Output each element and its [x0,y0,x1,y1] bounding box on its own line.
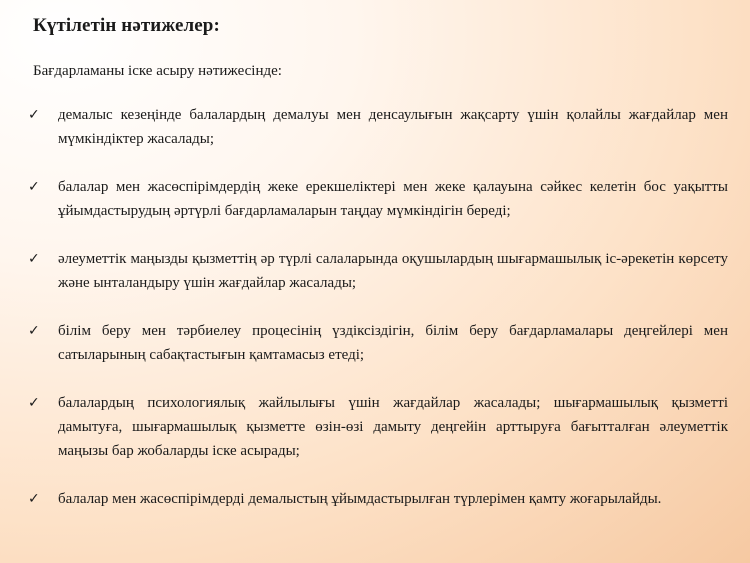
list-item-text: білім беру мен тәрбиелеу процесінің үздіксіздігін, білім беру бағдарламалары деңгейлері мен сатыларының сабақтастығын қамтамасыз етеді; [58,323,728,363]
check-mark-icon: ✓ [28,491,40,507]
check-mark-icon: ✓ [28,395,40,411]
list-item [28,175,728,223]
list-item [28,319,728,367]
check-mark-icon: ✓ [28,107,40,123]
list-item [28,487,728,511]
list-item-text: демалыс кезеңінде балалардың демалуы мен денсаулығын жақсарту үшін қолайлы жағдайлар мен мүмкіндіктер жасалады; [58,107,728,147]
intro-text: Бағдарламаны іске асыру нәтижесінде: [33,63,282,79]
check-mark-icon: ✓ [28,323,40,339]
slide-title: Күтілетін нәтижелер: [33,15,220,36]
list-item-text: әлеуметтік маңызды қызметтің әр түрлі салаларында оқушылардың шығармашылық іс-әрекетін көрсету және ынталандыру үшін жағдайлар жасалады; [58,251,728,291]
results-list [28,103,728,535]
list-item-text: балалар мен жасөспірімдердің жеке ерекшеліктері мен жеке қалауына сәйкес келетін бос уақытты ұйымдастырудың әртүрлі бағдарламаларын таңдау мүмкіндігін береді; [58,179,728,219]
list-item [28,247,728,295]
list-item [28,391,728,463]
check-mark-icon: ✓ [28,251,40,267]
list-item-text: балалардың психологиялық жайлылығы үшін жағдайлар жасалады; шығармашылық қызметті дамытуға, шығармашылық қызметте өзін-өзі дамыту деңгейін арттыруға бағытталған әлеуметтік маңызы бар жобаларды іске асырады; [58,395,728,459]
list-item [28,103,728,151]
list-item-text: балалар мен жасөспірімдерді демалыстың ұйымдастырылған түрлерімен қамту жоғарылайды. [58,491,662,507]
check-mark-icon: ✓ [28,179,40,195]
